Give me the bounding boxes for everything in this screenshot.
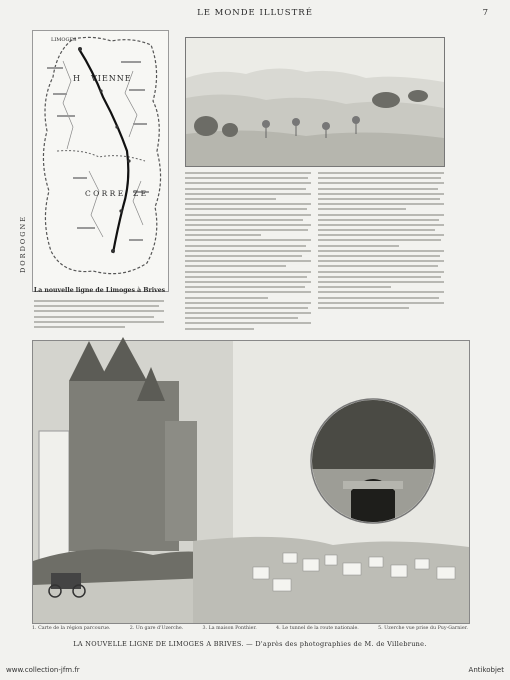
text-column-right [318,172,444,312]
masthead-title: LE MONDE ILLUSTRÉ [197,8,313,18]
text-column-middle [185,172,311,333]
page-number: 7 [482,8,488,18]
text-block-left [34,300,164,331]
legend-item: 1. Carte de la région parcourue. [32,626,111,631]
map-label-correze-b: Z E [133,189,147,198]
legend-item: 2. Un gare d'Uzerche. [129,626,184,631]
map-label-correze-a: C O R R E [85,189,124,198]
map-label-limoges: LIMOGES [51,37,77,43]
footer [0,666,510,676]
legend-item: 4. Le tunnel de la route nationale. [276,626,359,631]
newspaper-page [19,0,488,680]
map-label-haute-vienne: VIENNE [91,74,132,83]
engraving-title: LA NOUVELLE LIGNE DE LIMOGES A BRIVES. — D'après des photographies de M. de Villebrune. [73,640,427,648]
masthead [22,8,488,22]
figure-legend [32,626,468,631]
legend-item: 3. La maison Ponthier. [202,626,257,631]
map-label-haute-vienne-h: H [73,74,81,83]
footer-watermark: Antikobjet [468,666,504,674]
region-map [19,30,169,292]
uzerche-composite-engraving [32,340,470,624]
region-map-drawing [33,31,168,291]
map-label-dordogne: D O R D O G N E [19,216,28,274]
landscape-engraving [185,37,445,167]
legend-item: 5. Uzerche vue prise du Puy-Garnier. [378,626,468,631]
footer-website: www.collection-jfm.fr [6,666,80,674]
map-caption: La nouvelle ligne de Limoges à Brives [33,287,166,294]
